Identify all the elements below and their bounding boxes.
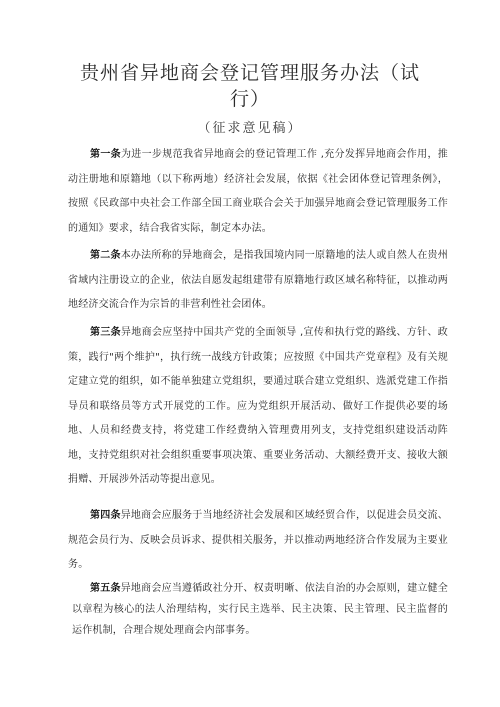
article-5: [72, 578, 448, 641]
article-3-text: 异地商会应坚持中国共产党的全面领导 ,宣传和执行党的路线、方针、政策，践行"两个维护"，执行统一战线方针政策；应按照《中国共产党章程》及有关规定建立党的组织，如不能单独建立党组织，要通过联合建立党组织、选派党建工作指导员和联络员等方式开展党的工作。应为党组织开展活动、做好工作提供必要的场地、人员和经费支持，将党建工作经费纳入管理费用列支，支持党组织建设活动阵地，支持党组织对社会组织重要事项决策、重要业务活动、大额经费开支、接收大额捐赠、开展涉外活动等提出意见。: [68, 327, 448, 485]
article-2-heading: 第二条: [90, 250, 121, 261]
article-1-heading: 第一条: [90, 149, 121, 160]
article-1: [68, 143, 448, 241]
article-2: [68, 244, 448, 318]
article-3: [68, 321, 448, 493]
article-4-heading: 第四条: [90, 510, 121, 521]
document-title-line-1: 贵州省异地商会登记管理服务办法（试: [79, 62, 420, 84]
article-3-heading: 第三条: [90, 327, 121, 338]
article-2-text: 本办法所称的异地商会，是指我国境内同一原籍地的法人或自然人在贵州省域内注册设立的企业，依法自愿发起组建带有原籍地行政区域名称特征，以推动两地经济交流合作为宗旨的非营利性社会团体。: [68, 250, 448, 310]
article-1-text: 为进一步规范我省异地商会的登记管理工作 ,充分发挥异地商会作用，推动注册地和原籍地（以下称两地）经济社会发展，依据《社会团体登记管理条例》，按照《民政部中央社会工作部全国工商业联合会关于加强异地商会登记管理服务工作的通知》要求，结合我省实际，制定本办法。: [68, 149, 448, 234]
article-5-text: 异地商会应当遵循政社分开、权责明晰、依法自治的办会原则，建立健全以章程为核心的法人治理结构，实行民主选举、民主决策、民主管理、民主监督的运作机制，合理合规处理商会内部事务。: [72, 583, 448, 636]
document-subtitle: （征求意见稿）: [197, 121, 303, 136]
article-4: [68, 504, 448, 578]
document-title-line-2: 行）: [229, 88, 270, 110]
article-4-text: 异地商会应服务于当地经济社会发展和区域经贸合作，以促进会员交流、规范会员行为、反映会员诉求、提供相关服务，并以推动两地经济合作发展为主要业务。: [68, 510, 448, 570]
article-5-heading: 第五条: [90, 583, 121, 594]
